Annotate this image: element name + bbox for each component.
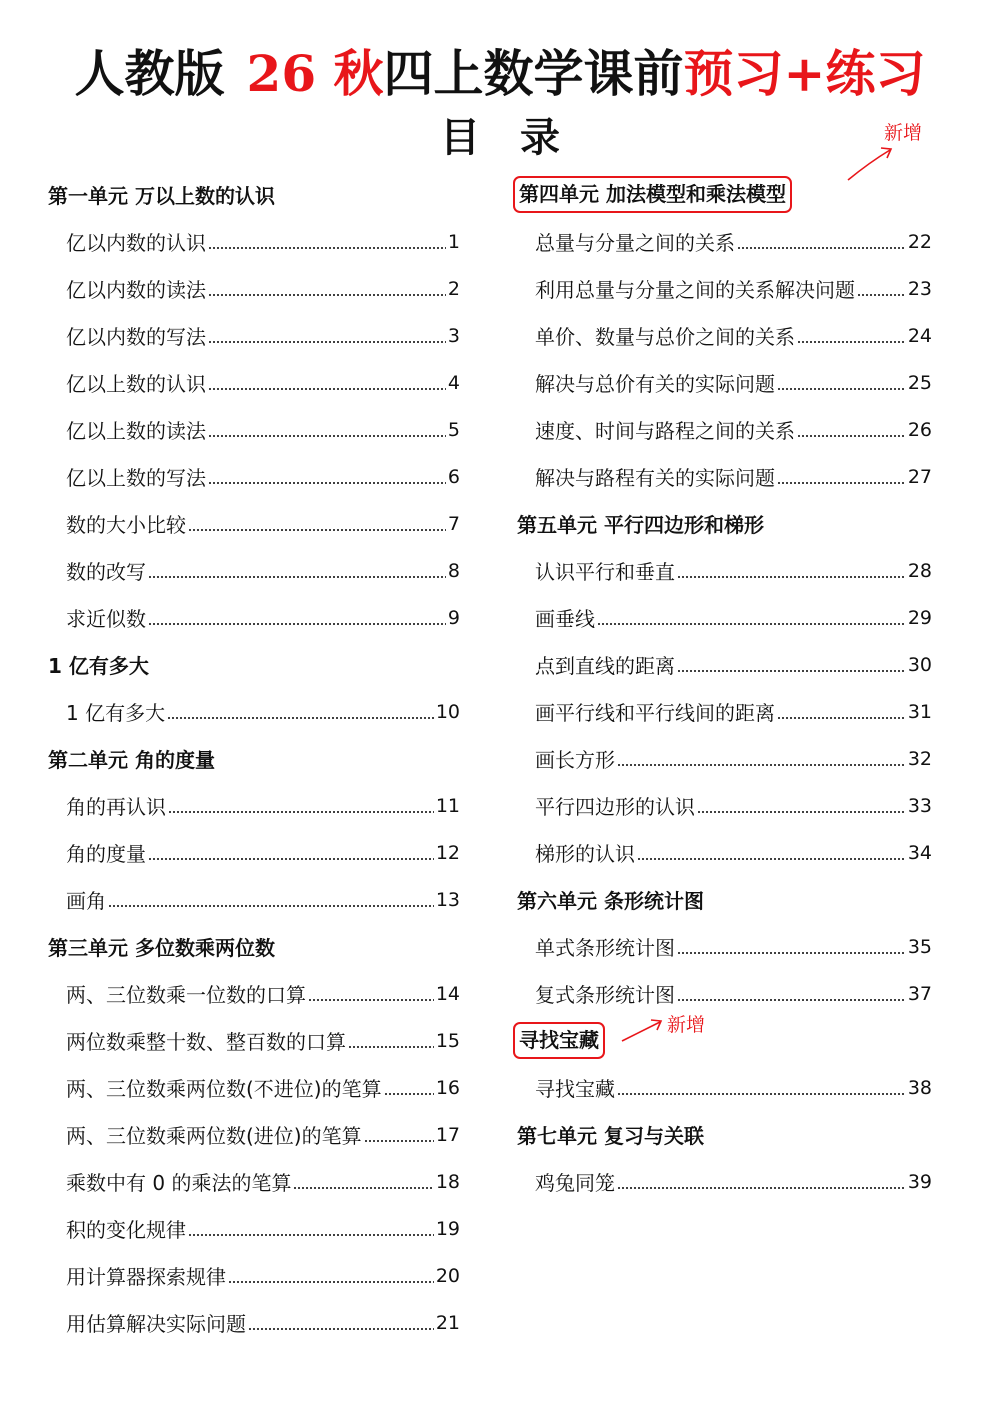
toc-heading: 目录 xyxy=(440,114,600,161)
entry-title: 两位数乘整十数、整百数的口算 xyxy=(66,1030,346,1054)
entry-title: 1 亿有多大 xyxy=(66,701,166,725)
entry-title: 解决与路程有关的实际问题 xyxy=(535,466,775,490)
entry-title: 点到直线的距离 xyxy=(535,654,675,678)
title-term: 26 秋 xyxy=(246,44,384,103)
unit-title: 第七单元 复习与关联 xyxy=(517,1124,704,1148)
entry-title: 角的再认识 xyxy=(66,795,166,819)
page-number: 34 xyxy=(907,841,932,864)
entry-title: 两、三位数乘两位数(不进位)的笔算 xyxy=(66,1077,382,1101)
page-number: 39 xyxy=(907,1170,932,1193)
page-number: 22 xyxy=(907,230,932,253)
page-number: 3 xyxy=(447,324,460,347)
entry-title: 梯形的认识 xyxy=(535,842,635,866)
page-number: 15 xyxy=(435,1029,460,1052)
page-number: 30 xyxy=(907,653,932,676)
entry-title: 画平行线和平行线间的距离 xyxy=(535,701,775,725)
page-number: 25 xyxy=(907,371,932,394)
entry-title: 解决与总价有关的实际问题 xyxy=(535,372,775,396)
page-number: 1 xyxy=(447,230,460,253)
entry-title: 求近似数 xyxy=(66,607,146,631)
page-number: 32 xyxy=(907,747,932,770)
entry-title: 数的大小比较 xyxy=(66,513,186,537)
unit-title: 1 亿有多大 xyxy=(48,654,149,678)
page-number: 13 xyxy=(435,888,460,911)
page-number: 14 xyxy=(435,982,460,1005)
entry-title: 积的变化规律 xyxy=(66,1218,186,1242)
page-number: 4 xyxy=(447,371,460,394)
page-number: 11 xyxy=(435,794,460,817)
entry-title: 用估算解决实际问题 xyxy=(66,1312,246,1336)
entry-title: 复式条形统计图 xyxy=(535,983,675,1007)
entry-title: 数的改写 xyxy=(66,560,146,584)
page-number: 17 xyxy=(435,1123,460,1146)
page-number: 19 xyxy=(435,1217,460,1240)
unit-title: 第四单元 加法模型和乘法模型 xyxy=(513,176,792,213)
entry-title: 平行四边形的认识 xyxy=(535,795,695,819)
page-number: 10 xyxy=(435,700,460,723)
entry-title: 亿以上数的读法 xyxy=(66,419,206,443)
page-number: 7 xyxy=(447,512,460,535)
entry-title: 亿以内数的认识 xyxy=(66,231,206,255)
unit-title: 寻找宝藏 xyxy=(513,1022,605,1059)
page-number: 23 xyxy=(907,277,932,300)
entry-title: 用计算器探索规律 xyxy=(66,1265,226,1289)
entry-title: 画垂线 xyxy=(535,607,595,631)
page-number: 33 xyxy=(907,794,932,817)
unit-title: 第一单元 万以上数的认识 xyxy=(48,184,275,208)
unit-title: 第五单元 平行四边形和梯形 xyxy=(517,513,764,537)
unit-title: 第二单元 角的度量 xyxy=(48,748,215,772)
entry-title: 速度、时间与路程之间的关系 xyxy=(535,419,795,443)
entry-title: 两、三位数乘一位数的口算 xyxy=(66,983,306,1007)
page-number: 27 xyxy=(907,465,932,488)
page-number: 29 xyxy=(907,606,932,629)
entry-title: 两、三位数乘两位数(进位)的笔算 xyxy=(66,1124,362,1148)
page-number: 21 xyxy=(435,1311,460,1334)
page-number: 38 xyxy=(907,1076,932,1099)
entry-title: 画角 xyxy=(66,889,106,913)
page-number: 5 xyxy=(447,418,460,441)
entry-title: 单价、数量与总价之间的关系 xyxy=(535,325,795,349)
entry-title: 单式条形统计图 xyxy=(535,936,675,960)
page-number: 37 xyxy=(907,982,932,1005)
entry-title: 角的度量 xyxy=(66,842,146,866)
entry-title: 鸡兔同笼 xyxy=(535,1171,615,1195)
entry-title: 总量与分量之间的关系 xyxy=(535,231,735,255)
title-subject: 四上数学课前 xyxy=(383,44,684,103)
page-number: 6 xyxy=(447,465,460,488)
page-number: 31 xyxy=(907,700,932,723)
page-number: 20 xyxy=(435,1264,460,1287)
page-number: 16 xyxy=(435,1076,460,1099)
page-number: 28 xyxy=(907,559,932,582)
entry-title: 亿以内数的读法 xyxy=(66,278,206,302)
entry-title: 乘数中有 0 的乘法的笔算 xyxy=(66,1171,292,1195)
entry-title: 认识平行和垂直 xyxy=(535,560,675,584)
page-number: 26 xyxy=(907,418,932,441)
entry-title: 画长方形 xyxy=(535,748,615,772)
page-number: 2 xyxy=(447,277,460,300)
unit-title: 第三单元 多位数乘两位数 xyxy=(48,936,275,960)
unit-title: 第六单元 条形统计图 xyxy=(517,889,704,913)
new-label-treasure: 新增 xyxy=(667,1014,706,1036)
entry-title: 亿以内数的写法 xyxy=(66,325,206,349)
entry-title: 寻找宝藏 xyxy=(535,1077,615,1101)
page-number: 18 xyxy=(435,1170,460,1193)
entry-title: 利用总量与分量之间的关系解决问题 xyxy=(535,278,855,302)
page-number: 35 xyxy=(907,935,932,958)
entry-title: 亿以上数的认识 xyxy=(66,372,206,396)
title-highlight: 预习+练习 xyxy=(683,44,926,103)
page-number: 9 xyxy=(447,606,460,629)
title-edition: 人教版 xyxy=(74,44,225,103)
page-number: 24 xyxy=(907,324,932,347)
entry-title: 亿以上数的写法 xyxy=(66,466,206,490)
page-number: 12 xyxy=(435,841,460,864)
page-number: 8 xyxy=(447,559,460,582)
new-label-unit4: 新增 xyxy=(884,122,923,144)
